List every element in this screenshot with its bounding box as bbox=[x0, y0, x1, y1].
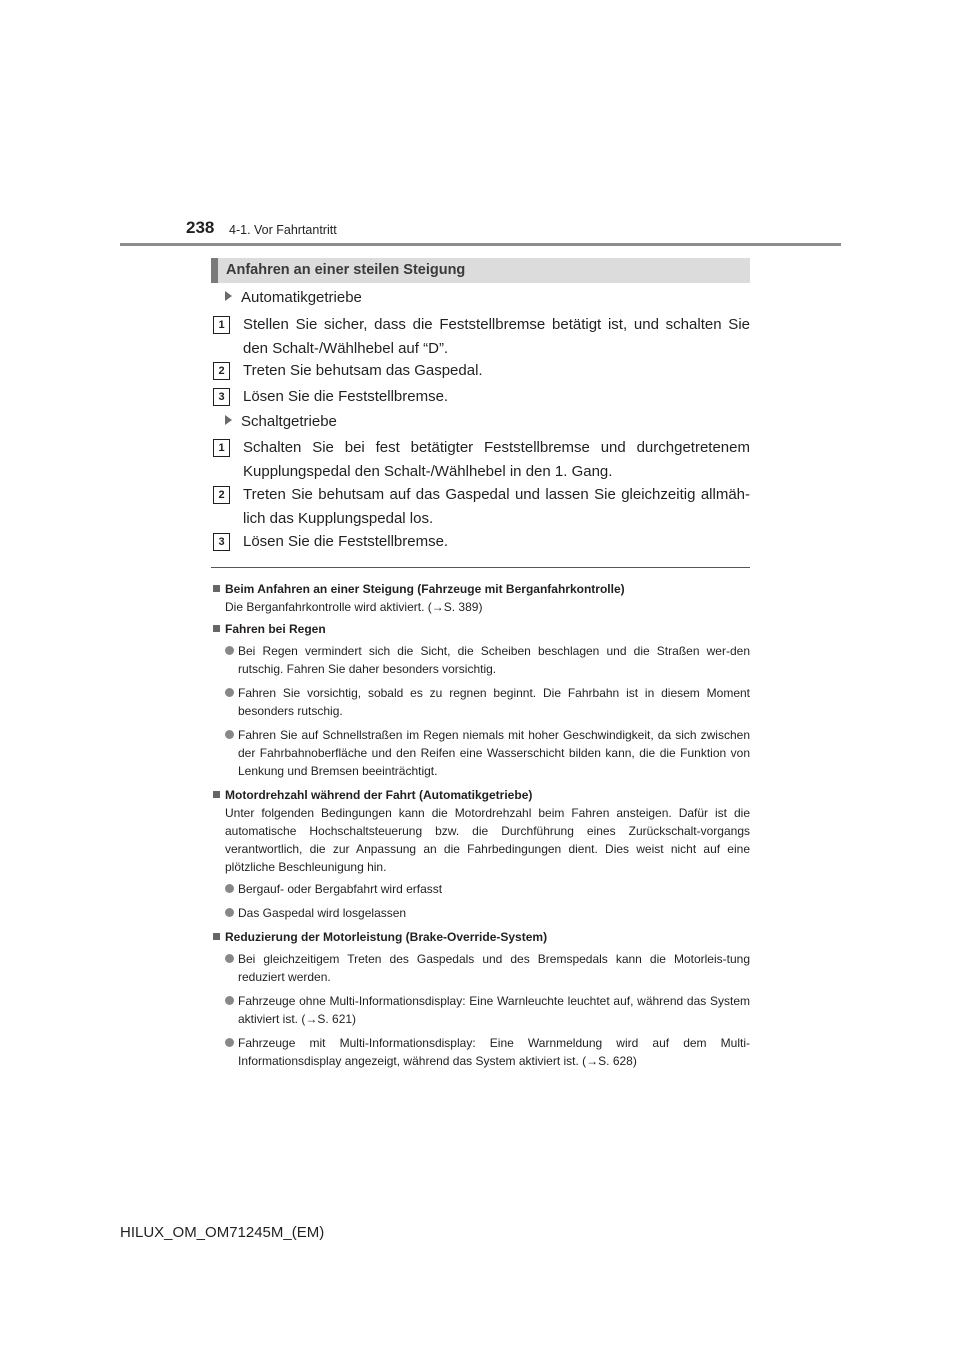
note-title bbox=[213, 580, 750, 598]
note-title-text: Reduzierung der Motorleistung (Brake-Override-System) bbox=[225, 930, 548, 944]
note-title-text: Motordrehzahl während der Fahrt (Automatikgetriebe) bbox=[225, 788, 533, 802]
list-item-text: Bergauf- oder Bergabfahrt wird erfasst bbox=[238, 882, 443, 896]
chapter-title: 4-1. Vor Fahrtantritt bbox=[229, 223, 337, 237]
step-number: 2 bbox=[213, 362, 230, 380]
list-item bbox=[213, 992, 750, 1028]
step-number: 3 bbox=[213, 533, 230, 551]
list-item-text: Bei Regen vermindert sich die Sicht, die Scheiben beschlagen und die Straßen wer-den rutschig. Fahren Sie daher besonders vorsichtig. bbox=[238, 644, 750, 676]
bullet-dot-icon bbox=[225, 688, 234, 697]
note-title-text: Beim Anfahren an einer Steigung (Fahrzeuge mit Berganfahrkontrolle) bbox=[225, 582, 625, 596]
square-bullet-icon bbox=[213, 791, 220, 798]
step-number: 1 bbox=[213, 439, 230, 457]
header-rule bbox=[120, 243, 841, 246]
step-text: Lösen Sie die Feststellbremse. bbox=[243, 533, 449, 550]
step-text: Treten Sie behutsam das Gaspedal. bbox=[243, 362, 483, 379]
step-text: Lösen Sie die Feststellbremse. bbox=[243, 388, 449, 405]
list-item bbox=[213, 642, 750, 678]
list-item bbox=[213, 950, 750, 986]
bullet-dot-icon bbox=[225, 730, 234, 739]
note-title bbox=[213, 786, 750, 804]
notes bbox=[213, 576, 750, 1076]
note-body: Unter folgenden Bedingungen kann die Motordrehzahl beim Fahren ansteigen. Dafür ist die automatische Hochschaltsteuerung bzw. die Durchführung eines Zurückschalt-vorgangs verantwortlich, die zur Anpassung an die Fahrbedingungen dient. Dies weist nicht auf eine plötzliche Beschleunigung hin. bbox=[225, 806, 750, 874]
step-number: 2 bbox=[213, 486, 230, 504]
section-heading: Anfahren an einer steilen Steigung bbox=[211, 258, 750, 283]
note-title-text: Fahren bei Regen bbox=[225, 622, 326, 636]
manual-label-text: Schaltgetriebe bbox=[241, 413, 337, 430]
square-bullet-icon bbox=[213, 585, 220, 592]
bullet-dot-icon bbox=[225, 646, 234, 655]
footer-doc-id: HILUX_OM_OM71245M_(EM) bbox=[120, 1224, 325, 1241]
bullet-dot-icon bbox=[225, 1038, 234, 1047]
note-body: Die Berganfahrkontrolle wird aktiviert. (→S. 389) bbox=[225, 600, 483, 614]
note-title bbox=[213, 620, 750, 638]
list-item-text: Fahrzeuge ohne Multi-Informationsdisplay: Eine Warnleuchte leuchtet auf, während das System aktiviert ist. (→S. 621) bbox=[238, 994, 750, 1026]
list-item-text: Bei gleichzeitigem Treten des Gaspedals und des Bremspedals kann die Motorleis-tung reduziert werden. bbox=[238, 952, 750, 984]
bullet-dot-icon bbox=[225, 908, 234, 917]
bullet-dot-icon bbox=[225, 954, 234, 963]
note-title bbox=[213, 928, 750, 946]
step-number: 1 bbox=[213, 316, 230, 334]
list-item bbox=[213, 726, 750, 780]
arrow-icon bbox=[225, 415, 232, 425]
list-item-text: Fahren Sie auf Schnellstraßen im Regen niemals mit hoher Geschwindigkeit, da sich zwischen der Fahrbahnoberfläche und den Reifen eine Wasserschicht bilden kann, die die Funktion von Lenkung und Bremsen beeinträchtigt. bbox=[238, 728, 750, 778]
list-item-text: Das Gaspedal wird losgelassen bbox=[238, 906, 407, 920]
square-bullet-icon bbox=[213, 625, 220, 632]
list-item bbox=[213, 1034, 750, 1070]
list-item-text: Fahrzeuge mit Multi-Informationsdisplay: Eine Warnmeldung wird auf dem Multi-Informationsdisplay angezeigt, während das System aktiviert ist. (→S. 628) bbox=[238, 1036, 750, 1068]
list-item-text: Fahren Sie vorsichtig, sobald es zu regnen beginnt. Die Fahrbahn ist in diesem Moment besonders rutschig. bbox=[238, 686, 750, 718]
step-text: Stellen Sie sicher, dass die Feststellbremse betätigt ist, und schalten Sie den Schalt-/Wählhebel auf “D”. bbox=[243, 316, 750, 357]
automatic-label bbox=[225, 286, 362, 310]
manual-label bbox=[225, 410, 337, 434]
step-text: Schalten Sie bei fest betätigter Feststellbremse und durchgetretenem Kupplungspedal den Schalt-/Wählhebel in den 1. Gang. bbox=[243, 439, 750, 480]
list-item bbox=[213, 684, 750, 720]
list-item bbox=[213, 904, 750, 922]
automatic-label-text: Automatikgetriebe bbox=[241, 289, 362, 306]
list-item bbox=[213, 880, 750, 898]
page-number: 238 bbox=[186, 218, 215, 237]
step-number: 3 bbox=[213, 388, 230, 406]
bullet-dot-icon bbox=[225, 996, 234, 1005]
square-bullet-icon bbox=[213, 933, 220, 940]
bullet-dot-icon bbox=[225, 884, 234, 893]
arrow-icon bbox=[225, 291, 232, 301]
step-text: Treten Sie behutsam auf das Gaspedal und lassen Sie gleichzeitig allmäh-lich das Kupplungspedal los. bbox=[243, 486, 750, 527]
section-divider bbox=[211, 567, 750, 568]
